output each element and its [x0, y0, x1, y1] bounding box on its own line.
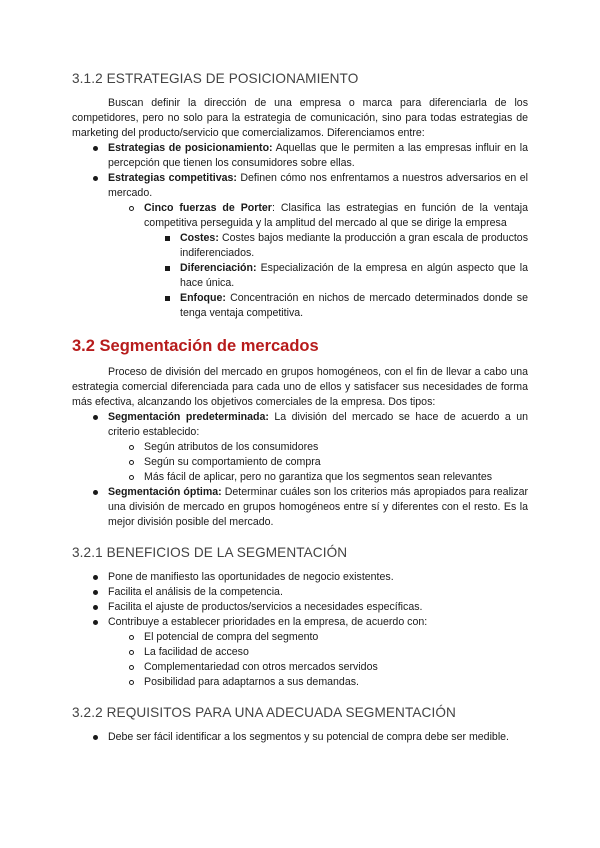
bullet-icon [88, 585, 102, 600]
list-item: Más fácil de aplicar, pero no garantiza que los segmentos sean relevantes [72, 470, 528, 485]
list-item: Enfoque: Concentración en nichos de mercado determinados donde se tenga ventaja competitiva. [72, 291, 528, 321]
bullet-icon [88, 485, 102, 500]
list-item: Contribuye a establecer prioridades en la empresa, de acuerdo con: [72, 615, 528, 630]
list-item: Según su comportamiento de compra [72, 455, 528, 470]
bullet-icon [88, 615, 102, 630]
list-item: Cinco fuerzas de Porter: Clasifica las estrategias en función de la ventaja competitiva perseguida y la amplitud del mercado al que se dirige la empresa [72, 201, 528, 231]
circle-bullet-icon [124, 645, 138, 660]
list-item: La facilidad de acceso [72, 645, 528, 660]
circle-bullet-icon [124, 201, 138, 216]
list-item: Estrategias competitivas: Definen cómo nos enfrentamos a nuestros adversarios en el mercado. [72, 171, 528, 201]
document-page [72, 70, 528, 745]
bullet-icon [88, 600, 102, 615]
list-item: Según atributos de los consumidores [72, 440, 528, 455]
bullet-icon [88, 141, 102, 156]
section-intro-3-1-2: Buscan definir la dirección de una empresa o marca para diferenciarla de los competidores, pero no solo para la estrategia de comunicación, sino para todas estrategias de marketing del producto/servicio que comercializamos. Diferenciamos entre: [72, 97, 528, 139]
requirements-list [72, 730, 528, 745]
bullet-icon [88, 171, 102, 186]
list-item: Segmentación óptima: Determinar cuáles son los criterios más apropiados para realizar una división de mercado en grupos homogéneos entre sí y diferentes con el resto. Es la mejor división posible del mercado. [72, 485, 528, 530]
square-bullet-icon [160, 291, 174, 306]
section-heading-3-2-2: 3.2.2 REQUISITOS PARA UNA ADECUADA SEGMENTACIÓN [72, 705, 456, 720]
bullet-icon [88, 410, 102, 425]
square-bullet-icon [160, 261, 174, 276]
list-item: Debe ser fácil identificar a los segmentos y su potencial de compra debe ser medible. [72, 730, 528, 745]
circle-bullet-icon [124, 660, 138, 675]
section-heading-3-1-2: 3.1.2 ESTRATEGIAS DE POSICIONAMIENTO [72, 71, 359, 86]
list-item: Diferenciación: Especialización de la empresa en algún aspecto que la hace única. [72, 261, 528, 291]
list-item: Facilita el análisis de la competencia. [72, 585, 528, 600]
square-bullet-icon [160, 231, 174, 246]
list-item: El potencial de compra del segmento [72, 630, 528, 645]
bullet-icon [88, 730, 102, 745]
circle-bullet-icon [124, 675, 138, 690]
circle-bullet-icon [124, 470, 138, 485]
list-item: Facilita el ajuste de productos/servicios a necesidades específicas. [72, 600, 528, 615]
circle-bullet-icon [124, 630, 138, 645]
segmentation-types-list [72, 410, 528, 530]
benefits-list [72, 570, 528, 690]
list-item: Pone de manifiesto las oportunidades de negocio existentes. [72, 570, 528, 585]
section-heading-3-2-1: 3.2.1 BENEFICIOS DE LA SEGMENTACIÓN [72, 545, 348, 560]
section-heading-3-2: 3.2 Segmentación de mercados [72, 337, 319, 355]
list-item: Complementariedad con otros mercados servidos [72, 660, 528, 675]
list-item: Posibilidad para adaptarnos a sus demandas. [72, 675, 528, 690]
list-item: Estrategias de posicionamiento: Aquellas que le permiten a las empresas influir en la percepción que tienen los consumidores sobre ellas. [72, 141, 528, 171]
circle-bullet-icon [124, 440, 138, 455]
bullet-icon [88, 570, 102, 585]
positioning-list [72, 141, 528, 321]
circle-bullet-icon [124, 455, 138, 470]
list-item: Costes: Costes bajos mediante la producción a gran escala de productos indiferenciados. [72, 231, 528, 261]
list-item: Segmentación predeterminada: La división del mercado se hace de acuerdo a un criterio establecido: [72, 410, 528, 440]
section-intro-3-2: Proceso de división del mercado en grupos homogéneos, con el fin de llevar a cabo una estrategia comercial diferenciada para cada uno de ellos y satisfacer sus necesidades de forma más efectiva, alcanzando los objetivos comerciales de la empresa. Dos tipos: [72, 366, 528, 408]
